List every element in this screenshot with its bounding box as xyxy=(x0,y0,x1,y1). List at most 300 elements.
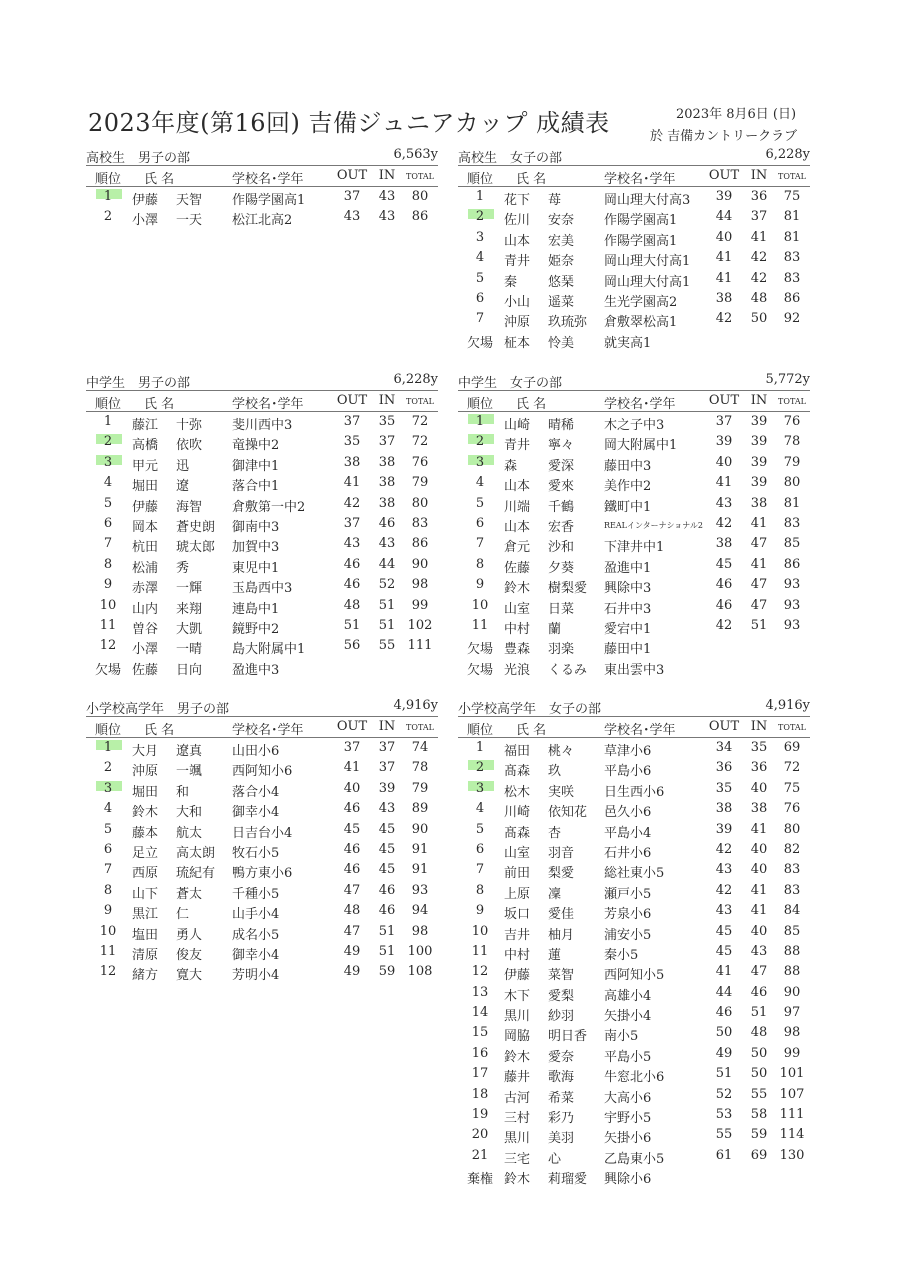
rank-cell: 17 xyxy=(471,1066,489,1082)
rank-cell: 1 xyxy=(475,189,485,204)
school-cell: 落合小4 xyxy=(232,784,280,800)
rank-cell: 10 xyxy=(99,923,117,939)
table-row xyxy=(458,820,810,840)
table-row xyxy=(86,453,438,473)
school-cell: 就実高1 xyxy=(604,335,652,351)
out-cell: 46 xyxy=(343,577,361,593)
last-name-cell: 小山 xyxy=(504,294,531,310)
section-header xyxy=(86,370,438,391)
last-name-cell: 伊藤 xyxy=(132,499,159,515)
in-cell: 50 xyxy=(750,1045,768,1061)
school-cell: 倉敷翠松高1 xyxy=(604,315,678,331)
last-name-cell: 佐川 xyxy=(504,213,531,229)
out-cell: 43 xyxy=(343,536,361,552)
table-row xyxy=(458,1064,810,1084)
school-cell: 西阿知小5 xyxy=(604,968,665,984)
school-cell: 石井小6 xyxy=(604,845,652,861)
rank-cell: 6 xyxy=(475,290,485,306)
col-rank: 順位 xyxy=(94,397,121,412)
last-name-cell: 木下 xyxy=(504,988,531,1004)
rank-cell: 8 xyxy=(475,882,485,898)
rank-cell: 6 xyxy=(103,841,113,857)
table-row xyxy=(86,555,438,575)
table-row xyxy=(458,881,810,901)
first-name-cell: 大和 xyxy=(176,805,203,821)
out-cell: 43 xyxy=(343,209,361,225)
last-name-cell: 前田 xyxy=(504,866,531,882)
col-total: TOTAL xyxy=(406,397,434,406)
out-cell: 36 xyxy=(715,760,733,776)
last-name-cell: 山室 xyxy=(504,601,531,617)
last-name-cell: 柾本 xyxy=(504,335,531,351)
out-cell: 38 xyxy=(715,290,733,306)
school-cell: 山手小4 xyxy=(232,907,280,923)
school-cell: 倉敷第一中2 xyxy=(232,499,306,515)
last-name-cell: 山本 xyxy=(504,233,531,249)
in-cell: 59 xyxy=(378,964,396,980)
first-name-cell: 莉瑠愛 xyxy=(548,1172,588,1188)
school-cell: 盈進中3 xyxy=(232,662,280,678)
table-row xyxy=(458,575,810,595)
table-row xyxy=(86,942,438,962)
first-name-cell: 一晴 xyxy=(176,642,203,658)
school-cell: 鐵町中1 xyxy=(604,499,652,515)
total-cell: 108 xyxy=(407,964,433,980)
col-total: TOTAL xyxy=(406,723,434,732)
in-cell: 41 xyxy=(750,229,768,245)
col-out: OUT xyxy=(708,168,740,183)
total-cell: 78 xyxy=(411,760,429,776)
in-cell: 44 xyxy=(378,556,396,572)
out-cell: 42 xyxy=(715,617,733,633)
school-cell: 鏡野中2 xyxy=(232,621,280,637)
out-cell: 34 xyxy=(715,740,733,755)
school-cell: 作陽学園高1 xyxy=(604,213,678,229)
out-cell: 47 xyxy=(343,923,361,939)
first-name-cell: 海智 xyxy=(176,499,203,515)
total-cell: 72 xyxy=(411,434,429,450)
school-cell: 作陽学園高1 xyxy=(232,193,306,208)
rank-cell: 5 xyxy=(103,495,113,511)
rank-cell: 7 xyxy=(103,536,113,552)
in-cell: 46 xyxy=(378,515,396,531)
section-yardage: 6,228y xyxy=(765,147,810,162)
school-cell: REALインターナショナル2 xyxy=(604,520,704,530)
total-cell: 91 xyxy=(411,841,429,857)
last-name-cell: 高橋 xyxy=(132,438,159,454)
table-row xyxy=(86,901,438,921)
table-row xyxy=(86,881,438,901)
first-name-cell: 羽楽 xyxy=(548,642,575,658)
first-name-cell: 凜 xyxy=(548,886,562,902)
table-row xyxy=(458,922,810,942)
school-cell: 落合中1 xyxy=(232,479,280,495)
total-cell: 111 xyxy=(407,638,433,654)
first-name-cell: 歌海 xyxy=(548,1070,575,1086)
section-yardage: 4,916y xyxy=(765,698,810,713)
in-cell: 41 xyxy=(750,515,768,531)
col-total: TOTAL xyxy=(406,172,434,181)
out-cell: 45 xyxy=(343,821,361,837)
col-in: IN xyxy=(750,168,768,183)
out-cell: 42 xyxy=(343,495,361,511)
out-cell: 47 xyxy=(343,882,361,898)
table-row xyxy=(458,1105,810,1125)
last-name-cell: 山崎 xyxy=(504,418,531,433)
table-row xyxy=(86,636,438,656)
rank-cell: 16 xyxy=(471,1045,489,1061)
table-row xyxy=(458,207,810,227)
table-row xyxy=(458,555,810,575)
last-name-cell: 松木 xyxy=(504,784,531,800)
school-cell: 鴨方東小6 xyxy=(232,866,293,882)
in-cell: 47 xyxy=(750,964,768,980)
col-total: TOTAL xyxy=(778,723,806,732)
section-title: 高校生 女子の部 xyxy=(458,151,563,166)
first-name-cell: 一天 xyxy=(176,213,203,229)
total-cell: 80 xyxy=(783,475,801,491)
school-cell: 盈進中1 xyxy=(604,560,652,576)
in-cell: 39 xyxy=(750,434,768,450)
out-cell: 37 xyxy=(343,189,361,204)
last-name-cell: 山本 xyxy=(504,519,531,535)
table-row xyxy=(86,473,438,493)
section-yardage: 4,916y xyxy=(393,698,438,713)
out-cell: 43 xyxy=(715,862,733,878)
first-name-cell: 秀 xyxy=(176,560,190,576)
school-cell: 興除中3 xyxy=(604,581,652,597)
col-in: IN xyxy=(750,719,768,734)
out-cell: 44 xyxy=(715,984,733,1000)
last-name-cell: 佐藤 xyxy=(504,560,531,576)
first-name-cell: 日向 xyxy=(176,662,203,678)
last-name-cell: 古河 xyxy=(504,1090,531,1106)
last-name-cell: 福田 xyxy=(504,744,531,759)
table-row xyxy=(86,922,438,942)
school-cell: 西阿知小6 xyxy=(232,764,293,780)
out-cell: 37 xyxy=(343,740,361,755)
total-cell: 83 xyxy=(783,515,801,531)
last-name-cell: 森 xyxy=(504,458,518,474)
last-name-cell: 沖原 xyxy=(504,315,531,331)
col-school: 学校名･学年 xyxy=(604,172,676,187)
school-cell: 竜操中2 xyxy=(232,438,280,454)
total-cell: 83 xyxy=(783,862,801,878)
school-cell: 瀬戸小5 xyxy=(604,886,652,902)
first-name-cell: 俊友 xyxy=(176,947,203,963)
total-cell: 99 xyxy=(783,1045,801,1061)
in-cell: 69 xyxy=(750,1147,768,1163)
col-name: 氏 名 xyxy=(144,172,175,187)
in-cell: 55 xyxy=(750,1086,768,1102)
col-name: 氏 名 xyxy=(144,723,175,738)
table-row xyxy=(458,901,810,921)
table-row xyxy=(458,799,810,819)
in-cell: 43 xyxy=(750,943,768,959)
school-cell: 松江北高2 xyxy=(232,213,293,229)
last-name-cell: 杭田 xyxy=(132,540,159,556)
school-cell: 石井中3 xyxy=(604,601,652,617)
out-cell: 38 xyxy=(715,536,733,552)
school-cell: 東出雲中3 xyxy=(604,662,665,678)
out-cell: 39 xyxy=(715,189,733,204)
school-cell: 日吉台小4 xyxy=(232,825,293,841)
last-name-cell: 山下 xyxy=(132,886,159,902)
rank-cell: 欠場 xyxy=(466,662,493,678)
rank-cell: 1 xyxy=(103,414,113,429)
school-cell: 下津井中1 xyxy=(604,540,665,556)
total-cell: 83 xyxy=(411,515,429,531)
in-cell: 51 xyxy=(378,923,396,939)
last-name-cell: 藤江 xyxy=(132,418,159,433)
total-cell: 80 xyxy=(411,495,429,511)
rank-cell: 9 xyxy=(475,903,485,919)
first-name-cell: 彩乃 xyxy=(548,1111,575,1127)
section-yardage: 6,563y xyxy=(393,147,438,162)
first-name-cell: 愛佳 xyxy=(548,907,575,923)
out-cell: 50 xyxy=(715,1025,733,1041)
last-name-cell: 松浦 xyxy=(132,560,159,576)
rank-cell: 7 xyxy=(475,862,485,878)
table-row xyxy=(86,840,438,860)
last-name-cell: 川崎 xyxy=(504,805,531,821)
in-cell: 40 xyxy=(750,841,768,857)
col-in: IN xyxy=(378,168,396,183)
section-title: 中学生 男子の部 xyxy=(86,376,191,391)
first-name-cell: 日菜 xyxy=(548,601,575,617)
rank-cell: 6 xyxy=(475,841,485,857)
school-cell: 矢掛小4 xyxy=(604,1009,652,1025)
in-cell: 48 xyxy=(750,290,768,306)
out-cell: 53 xyxy=(715,1107,733,1123)
rank-cell: 9 xyxy=(103,903,113,919)
rank-cell: 12 xyxy=(99,964,117,980)
in-cell: 35 xyxy=(750,740,768,755)
section-header xyxy=(458,145,810,166)
out-cell: 48 xyxy=(343,597,361,613)
total-cell: 75 xyxy=(783,189,801,204)
first-name-cell: 依知花 xyxy=(548,805,588,821)
section-header xyxy=(458,696,810,717)
rank-cell: 6 xyxy=(475,515,485,531)
in-cell: 47 xyxy=(750,536,768,552)
in-cell: 43 xyxy=(378,536,396,552)
total-cell: 85 xyxy=(783,536,801,552)
out-cell: 45 xyxy=(715,923,733,939)
last-name-cell: 黒川 xyxy=(504,1131,531,1147)
in-cell: 51 xyxy=(750,617,768,633)
first-name-cell: 怜美 xyxy=(548,335,575,351)
in-cell: 47 xyxy=(750,577,768,593)
first-name-cell: 希菜 xyxy=(548,1090,575,1106)
last-name-cell: 豊森 xyxy=(504,642,531,658)
out-cell: 42 xyxy=(715,515,733,531)
in-cell: 40 xyxy=(750,780,768,796)
table-row xyxy=(458,269,810,289)
out-cell: 42 xyxy=(715,841,733,857)
first-name-cell: 大凱 xyxy=(176,621,203,637)
table-row xyxy=(458,534,810,554)
table-row xyxy=(458,248,810,268)
rank-cell: 6 xyxy=(103,515,113,531)
rank-cell: 10 xyxy=(471,597,489,613)
rank-cell: 5 xyxy=(475,495,485,511)
col-name: 氏 名 xyxy=(516,723,547,738)
first-name-cell: 千鶴 xyxy=(548,499,575,515)
out-cell: 37 xyxy=(343,414,361,429)
total-cell: 78 xyxy=(783,434,801,450)
col-total: TOTAL xyxy=(778,172,806,181)
first-name-cell: 愛來 xyxy=(548,479,575,495)
first-name-cell: 夕葵 xyxy=(548,560,575,576)
last-name-cell: 堀田 xyxy=(132,479,159,495)
table-row xyxy=(458,514,810,534)
out-cell: 45 xyxy=(715,556,733,572)
rank-cell: 5 xyxy=(475,270,485,286)
last-name-cell: 上原 xyxy=(504,886,531,902)
column-header-row xyxy=(458,717,810,738)
rank-cell: 2 xyxy=(475,434,485,450)
total-cell: 91 xyxy=(411,862,429,878)
rank-cell: 4 xyxy=(475,250,485,266)
school-cell: 日生西小6 xyxy=(604,784,665,800)
out-cell: 35 xyxy=(343,434,361,450)
school-cell: 御幸小4 xyxy=(232,805,280,821)
col-in: IN xyxy=(750,393,768,408)
total-cell: 130 xyxy=(779,1147,805,1163)
total-cell: 100 xyxy=(407,943,433,959)
first-name-cell: 沙和 xyxy=(548,540,575,556)
school-cell: 御津中1 xyxy=(232,458,280,474)
school-cell: 平島小5 xyxy=(604,1049,652,1065)
last-name-cell: 清原 xyxy=(132,947,159,963)
table-row xyxy=(86,187,438,207)
col-rank: 順位 xyxy=(94,172,121,187)
section-yardage: 6,228y xyxy=(393,372,438,387)
school-cell: 岡山理大付高3 xyxy=(604,193,691,208)
out-cell: 44 xyxy=(715,209,733,225)
column-header-row xyxy=(458,391,810,412)
rank-cell: 9 xyxy=(475,577,485,593)
table-row xyxy=(458,330,810,350)
rank-cell: 3 xyxy=(475,229,485,245)
last-name-cell: 中村 xyxy=(504,947,531,963)
table-row xyxy=(458,412,810,432)
in-cell: 37 xyxy=(378,740,396,755)
total-cell: 82 xyxy=(783,841,801,857)
first-name-cell: 宏香 xyxy=(548,519,575,535)
last-name-cell: 花下 xyxy=(504,193,531,208)
school-cell: 芳明小4 xyxy=(232,968,280,984)
table-row xyxy=(86,799,438,819)
table-row xyxy=(86,432,438,452)
in-cell: 43 xyxy=(378,209,396,225)
out-cell: 38 xyxy=(343,454,361,470)
rank-cell: 欠場 xyxy=(466,335,493,351)
rank-cell: 15 xyxy=(471,1025,489,1041)
total-cell: 83 xyxy=(783,270,801,286)
total-cell: 76 xyxy=(411,454,429,470)
school-cell: 平島小4 xyxy=(604,825,652,841)
first-name-cell: 苺 xyxy=(548,193,562,208)
first-name-cell: 蒼史朗 xyxy=(176,519,216,535)
last-name-cell: 髙森 xyxy=(504,825,531,841)
rank-cell: 3 xyxy=(103,454,113,470)
rank-cell: 5 xyxy=(475,821,485,837)
last-name-cell: 佐藤 xyxy=(132,662,159,678)
table-row xyxy=(458,616,810,636)
total-cell: 88 xyxy=(783,943,801,959)
total-cell: 90 xyxy=(411,556,429,572)
first-name-cell: 実咲 xyxy=(548,784,575,800)
total-cell: 94 xyxy=(411,903,429,919)
first-name-cell: 琉紀有 xyxy=(176,866,216,882)
last-name-cell: 大月 xyxy=(132,744,159,759)
school-cell: 藤田中3 xyxy=(604,458,652,474)
rank-cell: 11 xyxy=(99,617,117,633)
last-name-cell: 小澤 xyxy=(132,642,159,658)
school-cell: 牧石小5 xyxy=(232,845,280,861)
table-row xyxy=(458,1023,810,1043)
last-name-cell: 鈴木 xyxy=(504,1172,531,1188)
table-row xyxy=(458,779,810,799)
first-name-cell: 来翔 xyxy=(176,601,203,617)
table-row xyxy=(86,738,438,758)
school-cell: 御南中3 xyxy=(232,519,280,535)
out-cell: 46 xyxy=(343,841,361,857)
total-cell: 93 xyxy=(783,617,801,633)
rank-cell: 14 xyxy=(471,1005,489,1021)
in-cell: 52 xyxy=(378,577,396,593)
last-name-cell: 沖原 xyxy=(132,764,159,780)
total-cell: 80 xyxy=(783,821,801,837)
rank-cell: 欠場 xyxy=(94,662,121,678)
in-cell: 45 xyxy=(378,862,396,878)
first-name-cell: 和 xyxy=(176,784,190,800)
rank-cell: 11 xyxy=(471,943,489,959)
total-cell: 86 xyxy=(783,290,801,306)
table-row xyxy=(458,494,810,514)
last-name-cell: 甲元 xyxy=(132,458,159,474)
in-cell: 55 xyxy=(378,638,396,654)
first-name-cell: 天智 xyxy=(176,193,203,208)
section-jhs-boys xyxy=(86,370,438,677)
rank-cell: 4 xyxy=(475,475,485,491)
rank-cell: 12 xyxy=(471,964,489,980)
table-row xyxy=(458,636,810,656)
in-cell: 39 xyxy=(750,414,768,429)
school-cell: 邑久小6 xyxy=(604,805,652,821)
col-out: OUT xyxy=(336,393,368,408)
table-row xyxy=(86,616,438,636)
first-name-cell: 蘭 xyxy=(548,621,562,637)
in-cell: 41 xyxy=(750,556,768,572)
out-cell: 41 xyxy=(715,475,733,491)
section-hs-boys xyxy=(86,145,438,228)
out-cell: 46 xyxy=(343,556,361,572)
total-cell: 79 xyxy=(411,475,429,491)
last-name-cell: 塩田 xyxy=(132,927,159,943)
total-cell: 79 xyxy=(411,780,429,796)
table-row xyxy=(458,962,810,982)
last-name-cell: 山本 xyxy=(504,479,531,495)
last-name-cell: 吉井 xyxy=(504,927,531,943)
first-name-cell: 仁 xyxy=(176,907,190,923)
total-cell: 81 xyxy=(783,495,801,511)
rank-cell: 4 xyxy=(475,801,485,817)
rank-cell: 3 xyxy=(475,454,485,470)
last-name-cell: 坂口 xyxy=(504,907,531,923)
